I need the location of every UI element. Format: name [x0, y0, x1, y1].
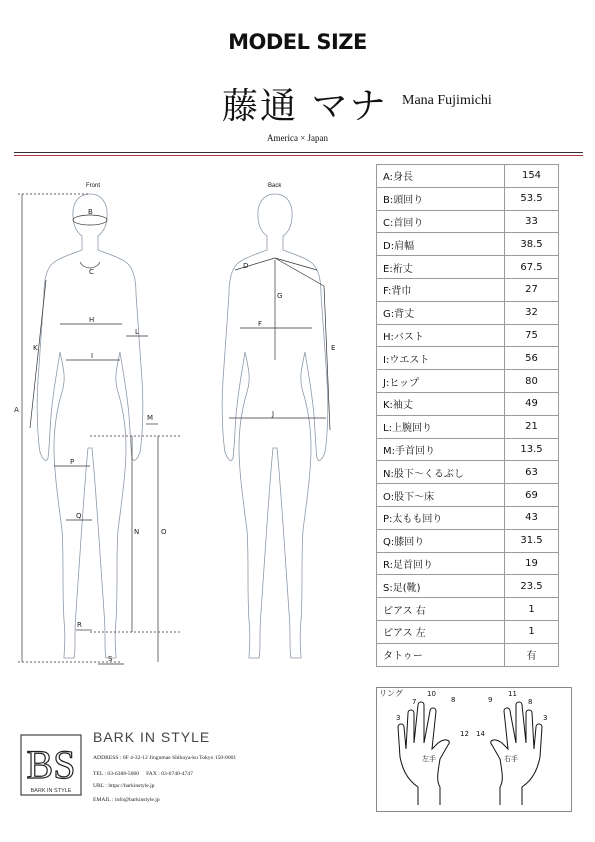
measurement-label: ピアス 右: [377, 598, 505, 621]
page-title: MODEL SIZE: [228, 30, 367, 54]
measurement-label: B:頭回り: [377, 187, 505, 210]
measurement-row: [377, 575, 559, 598]
brand-name: BARK IN STYLE: [93, 729, 211, 745]
measurement-value: 56: [505, 347, 559, 370]
measurement-label: M:手首回り: [377, 438, 505, 461]
measurement-label: ピアス 左: [377, 620, 505, 643]
measurement-label: L:上腕回り: [377, 415, 505, 438]
header-divider-accent: [14, 155, 583, 156]
measurement-row: [377, 187, 559, 210]
measurement-row: [377, 278, 559, 301]
measurement-label: P:太もも回り: [377, 506, 505, 529]
letter-b: B: [88, 208, 93, 216]
measurement-value: 43: [505, 506, 559, 529]
letter-q: Q: [76, 512, 82, 520]
left-hand-outline: [398, 702, 449, 805]
measurement-label: Q:膝回り: [377, 529, 505, 552]
ring-left-middle-size: 8: [451, 696, 456, 704]
measurement-value: 31.5: [505, 529, 559, 552]
measurement-row: [377, 415, 559, 438]
body-measurement-diagram: [0, 180, 372, 670]
ring-size-label: リング: [379, 689, 403, 698]
ring-right-thumb-size: 3: [543, 714, 548, 722]
letter-f: F: [258, 320, 263, 328]
measurement-value: 67.5: [505, 256, 559, 279]
measurement-label: N:股下～くるぶし: [377, 461, 505, 484]
hands-diagram: [376, 687, 570, 810]
measurement-row: [377, 484, 559, 507]
ring-left-pinky-size: 7: [412, 698, 417, 706]
front-figure-label: Front: [86, 183, 101, 189]
right-hand-outline: [491, 702, 542, 805]
measurement-value: 1: [505, 620, 559, 643]
measurement-label: J:ヒップ: [377, 370, 505, 393]
measurement-value: 63: [505, 461, 559, 484]
letter-r: R: [77, 621, 82, 629]
letter-n: N: [134, 528, 140, 536]
company-address: ADDRESS : 6F 4-32-12 Jingumae Shibuya-ku Tokyo 150-0001: [93, 755, 237, 761]
model-origin: America × Japan: [266, 133, 329, 143]
measurement-row: [377, 392, 559, 415]
measurement-row: [377, 529, 559, 552]
measurement-value: 1: [505, 598, 559, 621]
measurement-row: [377, 552, 559, 575]
letter-e: E: [331, 344, 336, 352]
company-phone: TEL : 03-6388-5060 FAX : 03-6740-4747: [93, 771, 193, 777]
measurement-value: 有: [505, 643, 559, 666]
measurement-row: [377, 256, 559, 279]
measurement-row: [377, 301, 559, 324]
company-email: EMAIL : info@barkinstyle.jp: [93, 797, 160, 803]
letter-g: G: [277, 292, 283, 300]
measurement-value: 13.5: [505, 438, 559, 461]
measurement-label: C:首回り: [377, 210, 505, 233]
measurement-row: [377, 598, 559, 621]
logo-caption: BARK IN STYLE: [30, 788, 72, 794]
letter-l: L: [135, 328, 139, 336]
letter-d: D: [243, 262, 249, 270]
measurement-value: 19: [505, 552, 559, 575]
measurement-label: G:背丈: [377, 301, 505, 324]
measurement-value: 38.5: [505, 233, 559, 256]
size-table: [376, 164, 559, 667]
measurement-label: H:バスト: [377, 324, 505, 347]
measurement-value: 27: [505, 278, 559, 301]
measurement-value: 23.5: [505, 575, 559, 598]
letter-m: M: [147, 414, 154, 422]
ring-left-thumb-size: 3: [396, 714, 401, 722]
measurement-row: [377, 370, 559, 393]
letter-s: S: [108, 655, 113, 663]
header-divider: [14, 152, 583, 153]
measurement-row: [377, 210, 559, 233]
measurement-row: [377, 165, 559, 188]
measurement-row: [377, 233, 559, 256]
measurement-label: E:裄丈: [377, 256, 505, 279]
right-hand-label: 右手: [504, 755, 518, 763]
ring-right-pinky-size: 8: [528, 698, 533, 706]
letter-o: O: [161, 528, 167, 536]
ring-left-index-size: 12: [460, 730, 469, 738]
company-logo: [20, 734, 82, 796]
measurement-label: S:足(靴): [377, 575, 505, 598]
ring-right-ring-size: 11: [508, 690, 517, 698]
measurement-label: R:足首回り: [377, 552, 505, 575]
measurement-row: [377, 324, 559, 347]
measurement-label: O:股下～床: [377, 484, 505, 507]
letter-i: I: [91, 352, 94, 360]
measurement-value: 32: [505, 301, 559, 324]
measurement-label: K:袖丈: [377, 392, 505, 415]
measurement-label: F:背巾: [377, 278, 505, 301]
measurement-label: A:身長: [377, 165, 505, 188]
letter-k: K: [33, 344, 38, 352]
letter-h: H: [89, 316, 95, 324]
left-hand-label: 左手: [422, 755, 436, 763]
measurement-label: I:ウエスト: [377, 347, 505, 370]
measurement-value: 49: [505, 392, 559, 415]
ring-right-middle-size: 9: [488, 696, 493, 704]
letter-a: A: [14, 406, 19, 414]
model-name-japanese: 藤通 マナ: [222, 86, 388, 127]
letter-p: P: [70, 458, 75, 466]
ring-left-ring-size: 10: [427, 690, 436, 698]
front-body-outline: [37, 194, 143, 658]
measurement-value: 53.5: [505, 187, 559, 210]
measurement-label: D:肩幅: [377, 233, 505, 256]
measurement-row: [377, 438, 559, 461]
model-name-english: Mana Fujimichi: [402, 93, 492, 108]
measurement-value: 21: [505, 415, 559, 438]
measurement-row: [377, 620, 559, 643]
measurement-label: タトゥー: [377, 643, 505, 666]
measurement-value: 80: [505, 370, 559, 393]
logo-monogram: BS: [26, 742, 76, 787]
size-table-body: [377, 165, 559, 667]
company-url: URL : https://barkinstyle.jp: [93, 783, 155, 789]
measurement-value: 69: [505, 484, 559, 507]
letter-c: C: [89, 268, 94, 276]
measurement-row: [377, 347, 559, 370]
measurement-value: 154: [505, 165, 559, 188]
measurement-value: 33: [505, 210, 559, 233]
measurement-value: 75: [505, 324, 559, 347]
measurement-row: [377, 461, 559, 484]
letter-j: J: [272, 410, 275, 418]
back-figure-label: Back: [268, 183, 282, 189]
ring-right-index-size: 14: [476, 730, 485, 738]
measurement-row: [377, 506, 559, 529]
measurement-row: [377, 643, 559, 666]
